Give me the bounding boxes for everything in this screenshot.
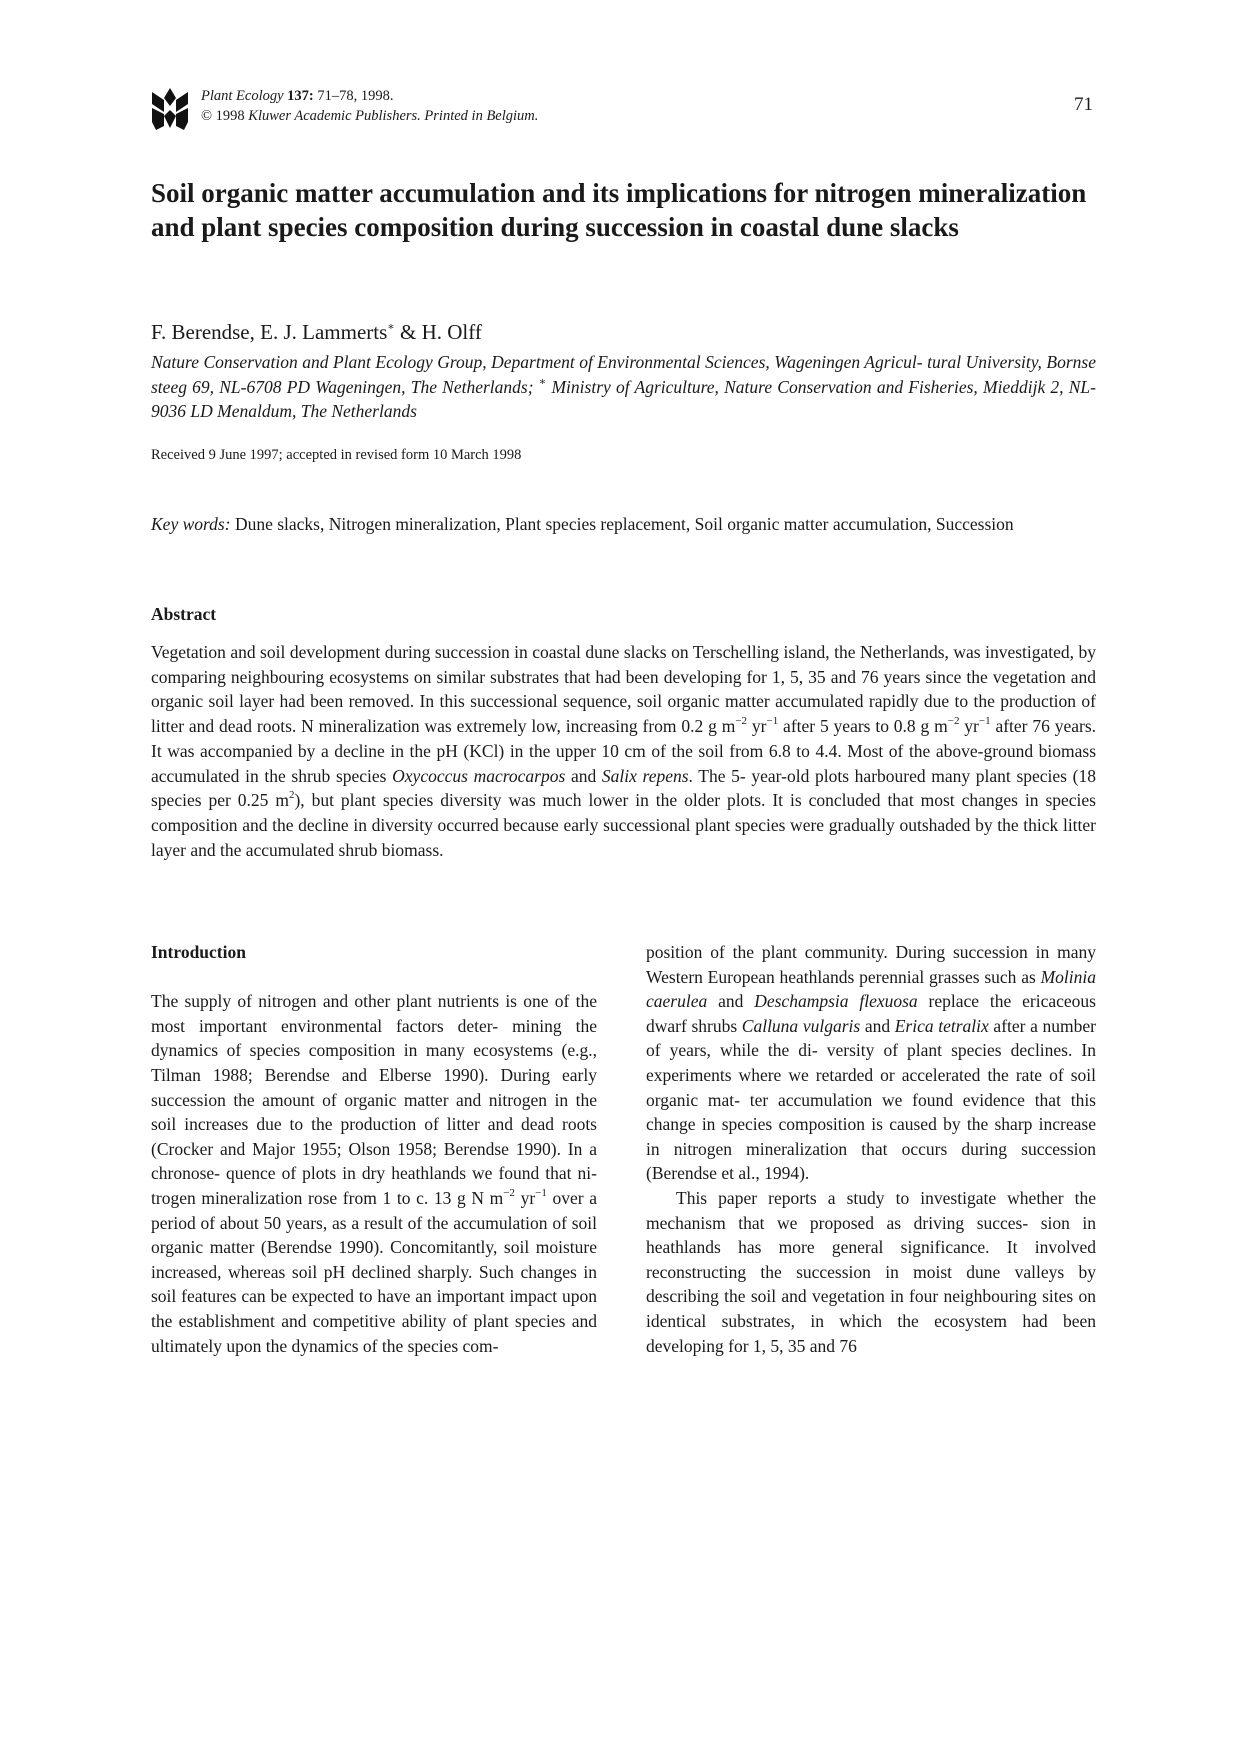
journal-volume: 137: [287, 88, 314, 104]
journal-pages-year: 71–78, 1998. [317, 88, 394, 104]
species-name: Erica tetralix [894, 1015, 989, 1036]
received-dates: Received 9 June 1997; accepted in revised form 10 March 1998 [151, 447, 522, 463]
abstract-sup: −2 [735, 715, 748, 728]
keywords [151, 512, 1096, 537]
intro-text: yr [514, 1187, 536, 1208]
abstract-sup: 2 [288, 789, 295, 802]
abstract-text: yr [747, 716, 767, 737]
copyright-symbol: © [201, 108, 213, 124]
intro-text: after a number of years, while the di- versity of plant species declines. In experiments where we retarded or accelerated the rate of soil organic mat- ter accumulation we found evidence that this change in species composition is caused by the sharp increase in nitrogen mineralization that occurs during succession (Berendse et al., 1994). [646, 1015, 1096, 1184]
abstract-heading: Abstract [151, 604, 217, 624]
intro-sup: −1 [535, 1187, 547, 1200]
publisher-logo-icon [150, 86, 190, 130]
abstract-text: . The 5- year-old plots harboured many plant species (18 species per 0.25 m [151, 765, 1096, 811]
abstract-sup: −2 [947, 715, 960, 728]
affiliation-2: Ministry of Agriculture, Nature Conservation and Fisheries, Mieddijk 2, NL-9036 LD Menaldum, The Netherlands [151, 376, 1096, 421]
intro-sup: −2 [503, 1187, 515, 1200]
species-name: Salix repens [601, 765, 689, 786]
abstract-text: yr [959, 716, 979, 737]
intro-text: and [707, 991, 755, 1012]
author-footnote-mark: ∗ [387, 321, 395, 333]
left-column [151, 940, 597, 1358]
page-number: 71 [1074, 94, 1093, 115]
intro-text: position of the plant community. During succession in many Western European heathlands perennial grasses such as [646, 942, 1096, 987]
publisher-name: Kluwer Academic Publishers. [248, 108, 421, 124]
species-name: Deschampsia flexuosa [754, 991, 918, 1012]
abstract-text: Vegetation and soil development during succession in coastal dune slacks on Terschelling island, the Netherlands, was investigated, by comparing neighbouring ecosystems on similar substrates that had been developing for 1, 5, 35 and 76 years since the vegetation and organic soil layer had been removed. In this successional sequence, soil organic matter accumulated rapidly due to the production of litter and dead roots. N mineralization was extremely low, increasing from 0.2 g m [151, 642, 1096, 737]
intro-text: replace the ericaceous dwarf shrubs [646, 991, 1096, 1036]
intro-paragraph-3: This paper reports a study to investigate whether the mechanism that we proposed as driving succes- sion in heathlands has more general significance. It involved reconstructing the succession in moist dune valleys by describing the soil and vegetation in four neighbouring sites on identical substrates, in which the ecosystem had been developing for 1, 5, 35 and 76 [646, 1187, 1096, 1356]
abstract-sup: −1 [766, 715, 779, 728]
article-title: Soil organic matter accumulation and its implications for nitrogen mineralization and plant species composition during succession in coastal dune slacks [151, 178, 1087, 242]
authors-text-2: & H. Olff [394, 320, 482, 344]
intro-text: over a period of about 50 years, as a result of the accumulation of soil organic matter (Berendse 1990). Concomitantly, soil moisture increased, whereas soil pH declined sharply. Such changes in soil features can be expected to have an important impact upon the establishment and competitive ability of plant species and ultimately upon the dynamics of the species com- [151, 1187, 597, 1356]
species-name: Oxycoccus macrocarpos [392, 765, 566, 786]
printed-in: Printed in Belgium. [424, 108, 539, 124]
copyright-year: 1998 [215, 108, 245, 124]
abstract-text: ), but plant species diversity was much lower in the older plots. It is concluded that most changes in species composition and the decline in diversity occurred because early successional plant species were gradually outshaded by the thick litter layer and the accumulated shrub biomass. [151, 790, 1096, 860]
author-list [151, 320, 482, 345]
abstract-sup: −1 [978, 715, 991, 728]
intro-paragraph-1 [151, 989, 597, 1358]
journal-name: Plant Ecology [201, 88, 284, 104]
keywords-label: Key words: [151, 514, 231, 534]
authors-text-1: F. Berendse, E. J. Lammerts [151, 320, 388, 344]
species-name: Molinia caerulea [646, 966, 1096, 1012]
affiliation-footnote-mark: ∗ [538, 375, 547, 388]
right-column [646, 940, 1096, 1358]
intro-text: and [860, 1015, 895, 1036]
abstract-text: and [565, 765, 602, 786]
species-name: Calluna vulgaris [741, 1015, 861, 1036]
abstract-text: after 5 years to 0.8 g m [778, 716, 948, 737]
journal-citation [201, 86, 538, 126]
affiliation-1: Nature Conservation and Plant Ecology Group, Department of Environmental Sciences, Wageningen Agricul- tural University, Bornse steeg 69, NL-6708 PD Wageningen, The Netherlands; [151, 352, 1096, 397]
intro-paragraph-2 [646, 940, 1096, 1186]
keywords-text: Dune slacks, Nitrogen mineralization, Plant species replacement, Soil organic matter accumulation, Succession [230, 514, 1014, 534]
affiliations [151, 350, 1096, 424]
introduction-heading: Introduction [151, 942, 246, 962]
abstract-text: after 76 years. It was accompanied by a decline in the pH (KCl) in the upper 10 cm of the soil from 6.8 to 4.4. Most of the above-ground biomass accumulated in the shrub species [151, 716, 1097, 786]
intro-text: The supply of nitrogen and other plant nutrients is one of the most important environmental factors deter- mining the dynamics of species composition in many ecosystems (e.g., Tilman 1988; Berendse and Elberse 1990). During early succession the amount of organic matter and nitrogen in the soil increases due to the production of litter and dead roots (Crocker and Major 1955; Olson 1958; Berendse 1990). In a chronose- quence of plots in dry heathlands we found that ni- trogen mineralization rose from 1 to c. 13 g N m [151, 991, 597, 1208]
abstract-body [151, 640, 1096, 862]
